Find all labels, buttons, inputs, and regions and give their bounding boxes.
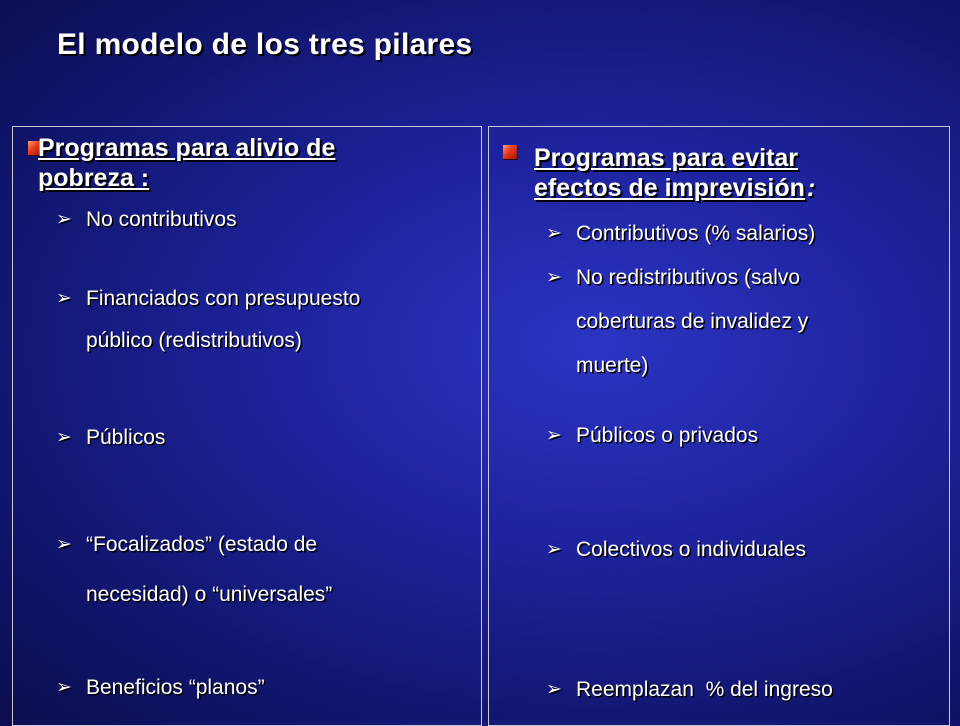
left-item-text: Beneficios “planos” <box>86 676 265 699</box>
right-heading-line1: Programas para evitar <box>534 144 799 172</box>
left-heading <box>38 133 335 193</box>
left-item-text: Públicos <box>86 426 166 449</box>
arrow-bullet-icon: ➢ <box>546 539 562 560</box>
left-item-beneficios <box>56 666 265 710</box>
right-item-text: Colectivos o individuales <box>576 538 806 561</box>
right-item-line1: No redistributivos (salvo <box>576 266 801 289</box>
left-item-publicos <box>56 416 166 460</box>
right-item-line2: coberturas de invalidez y <box>576 310 809 333</box>
left-item-line1: Financiados con presupuesto <box>86 287 361 310</box>
right-item-text: Públicos o privados <box>576 424 759 447</box>
slide-title: El modelo de los tres pilares <box>57 28 473 61</box>
left-panel <box>12 126 482 726</box>
arrow-bullet-icon: ➢ <box>546 223 562 244</box>
left-heading-line1: Programas para alivio de <box>38 134 336 162</box>
left-item-line2: necesidad) o “universales” <box>86 583 333 606</box>
arrow-bullet-icon: ➢ <box>56 534 72 555</box>
left-item-focalizados <box>56 520 333 620</box>
left-heading-line2: pobreza : <box>38 164 150 192</box>
right-item-text: Reemplazan % del ingreso <box>576 678 833 701</box>
arrow-bullet-icon: ➢ <box>546 679 562 700</box>
arrow-bullet-icon: ➢ <box>56 288 72 309</box>
right-item-publicos-privados <box>546 414 759 458</box>
arrow-bullet-icon: ➢ <box>56 209 72 230</box>
left-item-line1: “Focalizados” (estado de <box>86 533 318 556</box>
right-item-text: Contributivos (% salarios) <box>576 222 816 245</box>
arrow-bullet-icon: ➢ <box>546 267 562 288</box>
left-item-financiados <box>56 278 361 362</box>
right-item-contributivos <box>546 212 816 256</box>
left-item-no-contributivos <box>56 198 237 242</box>
arrow-bullet-icon: ➢ <box>56 677 72 698</box>
right-item-no-redistributivos <box>546 256 809 388</box>
right-heading-bullet-icon <box>503 145 517 159</box>
right-item-line3: muerte) <box>576 354 649 377</box>
right-item-colectivos <box>546 528 806 572</box>
right-heading-suffix: : <box>806 174 816 202</box>
arrow-bullet-icon: ➢ <box>546 425 562 446</box>
left-item-line2: público (redistributivos) <box>86 329 302 352</box>
arrow-bullet-icon: ➢ <box>56 427 72 448</box>
right-item-reemplazan <box>546 668 833 712</box>
right-heading-line2: efectos de imprevisión <box>534 174 805 202</box>
left-item-text: No contributivos <box>86 208 237 231</box>
right-heading <box>534 143 815 203</box>
